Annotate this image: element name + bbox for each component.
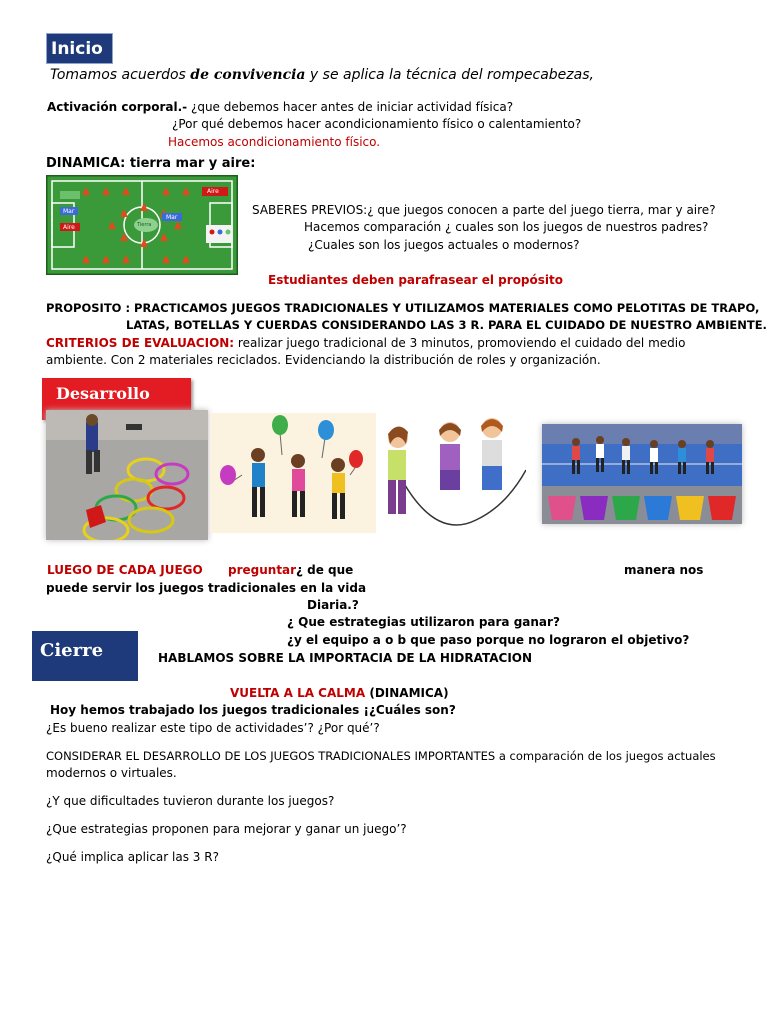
preguntar-label: preguntar bbox=[228, 563, 297, 577]
desarrollo-title: Desarrollo bbox=[56, 384, 150, 403]
field-label-aire-2: Aire bbox=[63, 224, 75, 231]
field-diagram bbox=[46, 175, 238, 275]
field-label-mar: Mar bbox=[63, 208, 75, 215]
hoops-photo bbox=[46, 410, 208, 540]
implica-3r: ¿Qué implica aplicar las 3 R? bbox=[46, 850, 219, 864]
vuelta-calma: VUELTA A LA CALMA bbox=[230, 686, 366, 700]
equipo-ab: ¿y el equipo a o b que paso porque no lograron el objetivo? bbox=[287, 633, 690, 647]
proposito-line1: PROPOSITO : PRACTICAMOS JUEGOS TRADICIONALES Y UTILIZAMOS MATERIALES COMO PELOTITAS DE TRAPO, bbox=[46, 301, 760, 315]
criterios-label: CRITERIOS DE EVALUACION: bbox=[46, 336, 235, 350]
diaria: Diaria.? bbox=[307, 598, 359, 612]
saberes-previos: SABERES PREVIOS:¿ que juegos conocen a parte del juego tierra, mar y aire? bbox=[252, 203, 716, 217]
cierre-title: Cierre bbox=[40, 640, 104, 661]
juegos-actuales: ¿Cuales son los juegos actuales o modernos? bbox=[308, 238, 580, 252]
cierre-header bbox=[32, 631, 138, 681]
estrategias-ganar: ¿ Que estrategias utilizaron para ganar? bbox=[287, 615, 560, 629]
parafrasear-note: Estudiantes deben parafrasear el propósito bbox=[268, 273, 564, 287]
activation-answer: Hacemos acondicionamiento físico. bbox=[168, 135, 381, 149]
field-label-aire: Aire bbox=[207, 188, 219, 195]
dificultades: ¿Y que dificultades tuvieron durante los juegos? bbox=[46, 794, 335, 808]
manera-nos: manera nos bbox=[624, 563, 704, 577]
considerar-line2: modernos o virtuales. bbox=[46, 766, 177, 780]
proposito-line2: LATAS, BOTELLAS Y CUERDAS CONSIDERANDO LAS 3 R. PARA EL CUIDADO DE NUESTRO AMBIENTE. bbox=[126, 318, 767, 332]
field-label-tierra: Tierra bbox=[137, 222, 152, 228]
comparacion: Hacemos comparación ¿ cuales son los juegos de nuestros padres? bbox=[304, 220, 709, 234]
es-bueno: ¿Es bueno realizar este tipo de actividades’? ¿Por qué’? bbox=[46, 721, 380, 735]
balloons-illustration bbox=[210, 413, 376, 533]
de-que: ¿ de que bbox=[296, 563, 354, 577]
hoy-trabajado: Hoy hemos trabajado los juegos tradicionales ¡¿Cuáles son? bbox=[50, 703, 456, 717]
inicio-header bbox=[46, 33, 113, 64]
puede-servir: puede servir los juegos tradicionales en la vida bbox=[46, 581, 367, 595]
estrategias-proponen: ¿Que estrategias proponen para mejorar y ganar un juego’? bbox=[46, 822, 407, 836]
considerar-line1: CONSIDERAR EL DESARROLLO DE LOS JUEGOS TRADICIONALES IMPORTANTES a comparación de los juegos actuales bbox=[46, 749, 716, 763]
luego-label: LUEGO DE CADA JUEGO bbox=[47, 563, 203, 577]
intro-emphasis: de convivencia bbox=[190, 67, 306, 83]
vuelta-calma-line: VUELTA A LA CALMA (DINAMICA) bbox=[230, 686, 449, 700]
activation-label: Activación corporal.- bbox=[47, 100, 188, 114]
hidratacion: HABLAMOS SOBRE LA IMPORTACIA DE LA HIDRATACION bbox=[158, 651, 533, 665]
activation-line: Activación corporal.- ¿que debemos hacer antes de iniciar actividad física? bbox=[47, 100, 514, 114]
dinamica-heading: DINAMICA: tierra mar y aire: bbox=[46, 156, 256, 171]
activation-q2: ¿Por qué debemos hacer acondicionamiento físico o calentamiento? bbox=[172, 117, 582, 131]
jump-rope-illustration bbox=[376, 410, 526, 538]
intro-line: Tomamos acuerdos de convivencia y se aplica la técnica del rompecabezas, bbox=[50, 67, 594, 83]
inicio-title: Inicio bbox=[51, 39, 103, 59]
baskets-photo bbox=[542, 424, 742, 524]
field-label-mar-2: Mar bbox=[166, 214, 178, 221]
criterios-line1: CRITERIOS DE EVALUACION: realizar juego tradicional de 3 minutos, promoviendo el cuidado del medio bbox=[46, 336, 686, 350]
criterios-line2: ambiente. Con 2 materiales reciclados. Evidenciando la distribución de roles y organización. bbox=[46, 353, 601, 367]
